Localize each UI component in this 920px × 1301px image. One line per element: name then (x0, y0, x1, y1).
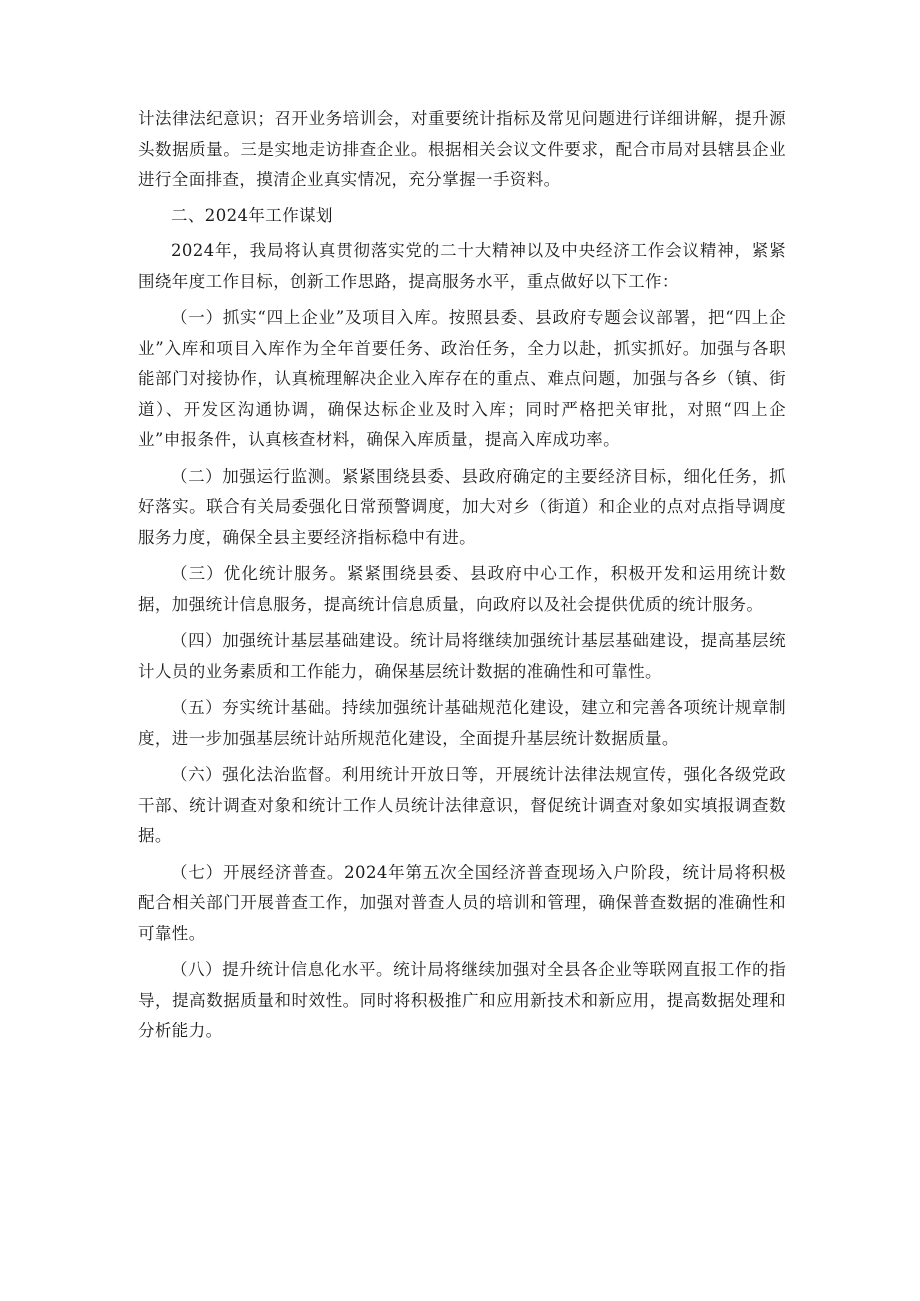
work-item-2: （二）加强运行监测。紧紧围绕县委、县政府确定的主要经济目标，细化任务，抓好落实。联合有关局委强化日常预警调度，加大对乡（街道）和企业的点对点指导调度服务力度，确保全县主要经济指标稳中有进。 (138, 466, 786, 547)
work-item-5: （五）夯实统计基础。持续加强统计基础规范化建设，建立和完善各项统计规章制度，进一步加强基层统计站所规范化建设，全面提升基层统计数据质量。 (138, 698, 786, 748)
document-body (138, 104, 786, 1047)
work-item-4: （四）加强统计基层基础建设。统计局将继续加强统计基层基础建设，提高基层统计人员的业务素质和工作能力，确保基层统计数据的准确性和可靠性。 (138, 631, 786, 681)
work-item-7: （七）开展经济普查。2024年第五次全国经济普查现场入户阶段，统计局将积极配合相关部门开展普查工作，加强对普查人员的培训和管理，确保普查数据的准确性和可靠性。 (138, 862, 786, 943)
work-item-8: （八）提升统计信息化水平。统计局将继续加强对全县各企业等联网直报工作的指导，提高数据质量和时效性。同时将积极推广和应用新技术和新应用，提高数据处理和分析能力。 (138, 960, 786, 1040)
continuation-paragraph: 计法律法纪意识；召开业务培训会，对重要统计指标及常见问题进行详细讲解，提升源头数据质量。三是实地走访排查企业。根据相关会议文件要求，配合市局对县辖县企业进行全面排查，摸清企业真实情况，充分掌握一手资料。 (138, 109, 786, 189)
intro-paragraph: 2024年，我局将认真贯彻落实党的二十大精神以及中央经济工作会议精神，紧紧围绕年度工作目标，创新工作思路，提高服务水平，重点做好以下工作： (138, 241, 786, 291)
work-item-3: （三）优化统计服务。紧紧围绕县委、县政府中心工作，积极开发和运用统计数据，加强统计信息服务，提高统计信息质量，向政府以及社会提供优质的统计服务。 (138, 564, 786, 614)
work-item-1: （一）抓实“四上企业”及项目入库。按照县委、县政府专题会议部署，把“四上企业”入库和项目入库作为全年首要任务、政治任务，全力以赴，抓实抓好。加强与各职能部门对接协作，认真梳理解决企业入库存在的重点、难点问题，加强与各乡（镇、街道）、开发区沟通协调，确保达标企业及时入库；同时严格把关审批，对照“四上企业”申报条件，认真核查材料，确保入库质量，提高入库成功率。 (138, 308, 786, 449)
section-heading: 二、2024年工作谋划 (171, 205, 333, 225)
work-item-6: （六）强化法治监督。利用统计开放日等，开展统计法律法规宣传，强化各级党政干部、统计调查对象和统计工作人员统计法律意识，督促统计调查对象如实填报调查数据。 (138, 765, 786, 845)
